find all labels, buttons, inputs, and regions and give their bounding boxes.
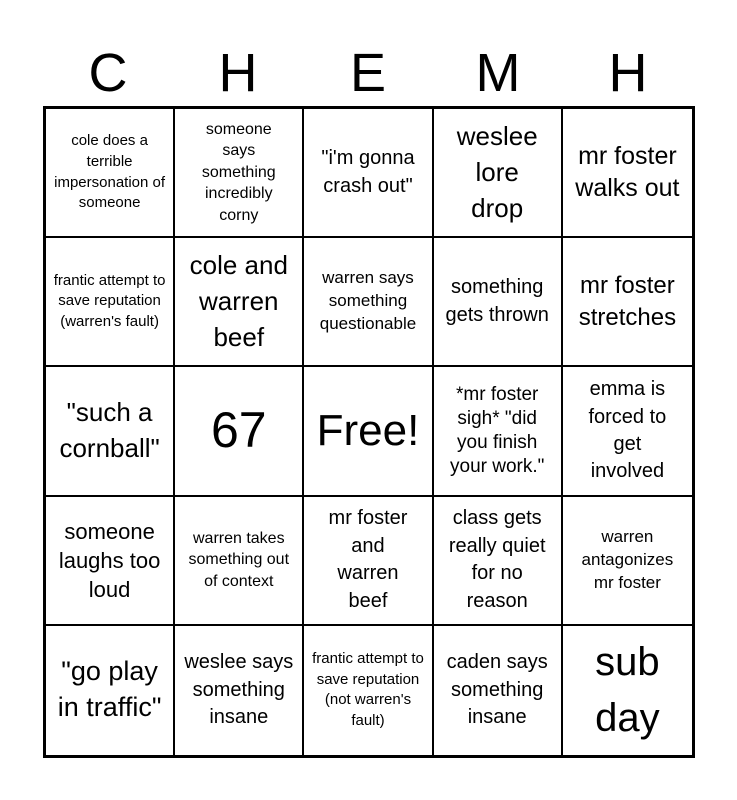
bingo-cell[interactable]	[175, 367, 304, 496]
header-letter-3: E	[349, 43, 387, 103]
cell-text: cole and warren beef	[189, 249, 288, 352]
cell-text: someone says something incredibly corny	[201, 120, 276, 224]
bingo-cell[interactable]	[46, 497, 175, 626]
cell-text: frantic attempt to save reputation (warren's fault)	[53, 271, 166, 331]
bingo-cell[interactable]	[175, 238, 304, 367]
cell-text: mr foster stretches	[578, 272, 677, 331]
cell-text: weslee says something insane	[184, 651, 294, 729]
cell-text: caden says something insane	[446, 651, 548, 729]
bingo-cell[interactable]	[563, 367, 692, 496]
bingo-cell[interactable]	[434, 497, 563, 626]
cell-text: frantic attempt to save reputation (not warren's fault)	[312, 650, 424, 730]
bingo-header	[43, 40, 695, 106]
header-letter-1: C	[88, 43, 128, 103]
cell-text: class gets really quiet for no reason	[448, 507, 546, 612]
header-letter-5: H	[608, 43, 648, 103]
cell-text: Free!	[316, 405, 420, 455]
cell-text: sub day	[595, 640, 660, 741]
header-letter-4: M	[475, 43, 521, 103]
bingo-cell[interactable]	[563, 497, 692, 626]
bingo-cell[interactable]	[46, 626, 175, 755]
cell-text: "such a cornball"	[59, 397, 160, 463]
bingo-board	[43, 106, 695, 758]
cell-text: warren takes something out of context	[188, 529, 290, 590]
bingo-cell[interactable]	[563, 238, 692, 367]
bingo-cell[interactable]	[175, 626, 304, 755]
bingo-cell[interactable]	[304, 626, 433, 755]
bingo-cell[interactable]	[46, 367, 175, 496]
cell-text: weslee lore drop	[456, 120, 538, 223]
bingo-cell[interactable]	[434, 238, 563, 367]
cell-text: "go play in traffic"	[57, 656, 162, 723]
cell-text: 67	[210, 402, 267, 459]
cell-text: something gets thrown	[445, 276, 549, 326]
cell-text: cole does a terrible impersonation of someone	[54, 132, 166, 212]
cell-text: warren antagonizes mr foster	[581, 526, 674, 592]
cell-text: mr foster walks out	[575, 142, 680, 202]
bingo-cell[interactable]	[304, 109, 433, 238]
bingo-cell[interactable]	[304, 238, 433, 367]
bingo-cell[interactable]	[46, 109, 175, 238]
cell-text: warren says something questionable	[319, 268, 417, 334]
cell-text: *mr foster sigh* "did you finish your work."	[450, 384, 545, 477]
bingo-cell[interactable]	[563, 626, 692, 755]
cell-text: mr foster and warren beef	[328, 507, 408, 612]
cell-text: emma is forced to get involved	[588, 378, 667, 483]
bingo-cell[interactable]	[304, 497, 433, 626]
bingo-cell[interactable]	[434, 367, 563, 496]
cell-text: someone laughs too loud	[58, 518, 161, 602]
bingo-cell[interactable]	[175, 497, 304, 626]
bingo-cell[interactable]	[434, 626, 563, 755]
free-space[interactable]	[304, 367, 433, 496]
bingo-cell[interactable]	[46, 238, 175, 367]
header-letter-2: H	[218, 43, 258, 103]
cell-text: "i'm gonna crash out"	[321, 147, 415, 197]
bingo-cell[interactable]	[434, 109, 563, 238]
bingo-cell[interactable]	[175, 109, 304, 238]
bingo-cell[interactable]	[563, 109, 692, 238]
